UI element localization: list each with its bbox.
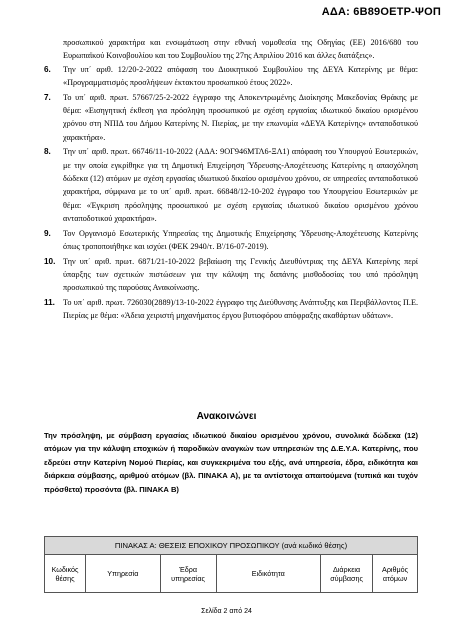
column-header: Υπηρεσία [86, 555, 161, 593]
item-number: 8. [44, 147, 51, 157]
list-item [44, 91, 418, 145]
column-header: Ειδικότητα [216, 555, 320, 593]
item-text: Το υπ΄ αριθ. πρωτ. 726030(2889)/13-10-2022 έγγραφο της Διεύθυνσης Ανάπτυξης και Περιβάλλοντος Π.Ε. Πιερίας με θέμα: «Άδεια χειριστή μηχανήματος έργου βυτιοφόρου απόφραξης ακαθάρτων υδάτων». [63, 297, 418, 321]
list-item [44, 227, 418, 254]
item-text: Τον Οργανισμό Εσωτερικής Υπηρεσίας της Δημοτικής Επιχείρησης Ύδρευσης-Αποχέτευσης Κατερίνης όπως τροποποιήθηκε και ισχύει (ΦΕΚ 2940/τ. Β'/16-07-2019). [63, 228, 418, 252]
item-text: Το υπ΄ αριθ. πρωτ. 57667/25-2-2022 έγγραφο της Αποκεντρωμένης Διοίκησης Μακεδονίας Θράκης με θέμα: «Εισηγητική έκθεση για πρόσληψη προσωπικού με σχέση εργασίας ιδιωτικού δικαίου ορισμένου χρόνου στη ΝΠΙΔ του Δήμου Κατερίνης Ν. Πιερίας, με την επωνυμία «ΔΕΥΑ Κατερίνης» ανταποδοτικού χαρακτήρα». [63, 92, 418, 142]
column-header: Κωδικός θέσης [45, 555, 86, 593]
page-number: Σελίδα 2 από 24 [201, 608, 252, 615]
item-text: Την υπ΄ αριθ. πρωτ. 6871/21-10-2022 βεβαίωση της Γενικής Διευθύντριας της ΔΕΥΑ Κατερίνης περί ύπαρξης των σχετικών πιστώσεων για την κάλυψη της δαπάνης μισθοδοσίας του υπό πρόσληψη προσωπικού της παρούσας Ανακοίνωσης. [63, 256, 418, 293]
item-number: 7. [44, 92, 51, 102]
column-header: Διάρκεια σύμβασης [320, 555, 372, 593]
column-header: Αριθμός ατόμων [373, 555, 418, 593]
continuation-paragraph: προσωπικού χαρακτήρα και ενσωμάτωση στην εθνική νομοθεσία της Οδηγίας (ΕΕ) 2016/680 του Ευρωπαϊκού Κοινοβουλίου και του Συμβουλίου της 27ης Απριλίου 2016 και άλλες διατάξεις». [63, 38, 418, 61]
table-title: ΠΙΝΑΚΑΣ Α: ΘΕΣΕΙΣ ΕΠΟΧΙΚΟΥ ΠΡΟΣΩΠΙΚΟΥ (ανά κωδικό θέσης) [45, 537, 418, 555]
list-item [44, 63, 418, 90]
document-body [44, 36, 418, 324]
item-text: Την υπ΄ αριθ. πρωτ. 66746/11-10-2022 (ΑΔΑ: 9ΟΓ946ΜΤΛ6-ΞΛ1) απόφαση του Υπουργού Εσωτερικών, με την οποία εγκρίθηκε για τη Δημοτική Επιχείρηση Ύδρευσης-Αποχέτευσης Κατερίνης η απασχόληση δώδεκα (12) ατόμων με σχέση εργασίας ιδιωτικού δικαίου ορισμένου χρόνου, σε υπηρεσίες ανταποδοτικού χαρακτήρα, σύμφωνα με το υπ΄ αριθ. πρωτ. 66848/12-10-202 έγγραφο του Υπουργείου Εσωτερικών με θέμα: «Έγκριση πρόσληψης προσωπικού με σχέση εργασίας ιδιωτικού δικαίου ορισμένου χρόνου ανταποδοτικού χαρακτήρα». [63, 147, 418, 224]
item-number: 11. [44, 297, 55, 307]
item-number: 10. [44, 256, 56, 266]
list-item [44, 255, 418, 295]
announcement-text: Την πρόσληψη, με σύμβαση εργασίας ιδιωτικού δικαίου ορισμένου χρόνου, συνολικά δώδεκα (12) ατόμων για την κάλυψη εποχικών ή παροδικών αναγκών των υπηρεσιών της Δ.Ε.Υ.Α. Κατερίνης, που εδρεύει στην Κατερίνη Νομού Πιερίας, και συγκεκριμένα του εξής, ανά υπηρεσία, έδρα, ειδικότητα και διάρκεια σύμβασης, αριθμού ατόμων (βλ. ΠΙΝΑΚΑ Α), με τα αντίστοιχα απαιτούμενα (τυπικά και τυχόν πρόσθετα) προσόντα (βλ. ΠΙΝΑΚΑ Β) [44, 431, 418, 494]
list-item [44, 145, 418, 225]
column-header: Έδρα υπηρεσίας [160, 555, 216, 593]
positions-table [44, 536, 418, 593]
item-text: Την υπ΄ αριθ. 12/20-2-2022 απόφαση του Διοικητικού Συμβουλίου της ΔΕΥΑ Κατερίνης με θέμα: «Προγραμματισμός προσλήψεων έκτακτου προσωπικού έτους 2022». [63, 64, 418, 88]
item-number: 6. [44, 64, 51, 74]
list-item [44, 296, 418, 323]
table-header-row [45, 555, 418, 593]
announcement-heading: Ανακοινώνει [196, 411, 257, 422]
item-number: 9. [44, 228, 51, 238]
ada-code: ΑΔΑ: 6Β89ΟΕΤΡ-ΨΟΠ [321, 6, 441, 18]
